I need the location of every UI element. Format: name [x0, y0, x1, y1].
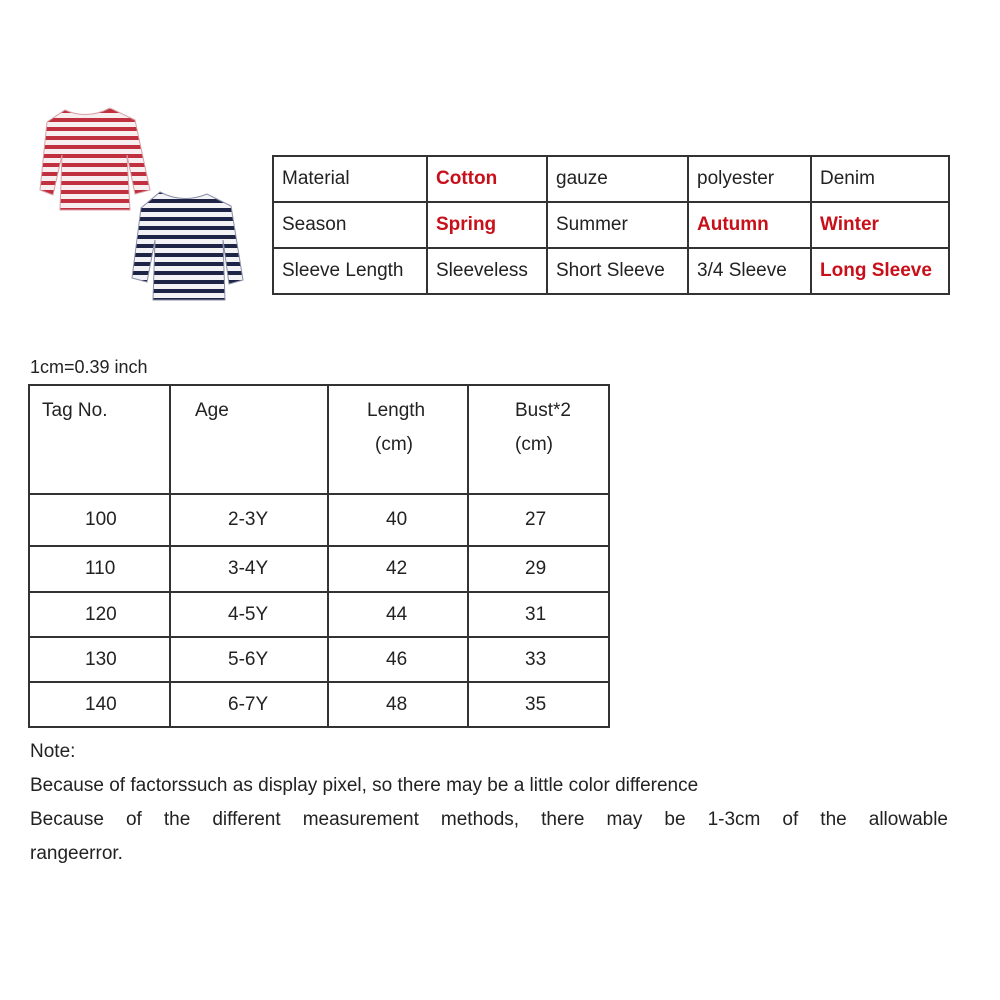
- attribute-label: Season: [273, 202, 427, 248]
- attribute-option: Long Sleeve: [811, 248, 949, 294]
- attribute-option: polyester: [688, 156, 811, 202]
- cell-bust: 31: [468, 592, 609, 637]
- cell-tag-no: 130: [29, 637, 170, 682]
- header-tag-no: Tag No.: [29, 385, 170, 494]
- cell-length: 42: [328, 546, 468, 592]
- red-striped-shirt-icon: [40, 108, 150, 210]
- attribute-option: Sleeveless: [427, 248, 547, 294]
- cell-bust: 35: [468, 682, 609, 727]
- attribute-row: [273, 248, 949, 294]
- cell-tag-no: 120: [29, 592, 170, 637]
- header-length: Length (cm): [328, 385, 468, 494]
- cell-length: 48: [328, 682, 468, 727]
- cell-age: 3-4Y: [170, 546, 328, 592]
- unit-conversion-note: 1cm=0.39 inch: [30, 357, 148, 377]
- note-color-difference: Because of factorssuch as display pixel, so there may be a little color difference: [30, 775, 699, 796]
- cell-length: 44: [328, 592, 468, 637]
- attribute-label: Material: [273, 156, 427, 202]
- navy-striped-shirt-icon: [132, 192, 243, 300]
- note-measurement-error-cont: rangeerror.: [30, 843, 123, 864]
- size-chart-table: [28, 384, 610, 728]
- attribute-row: [273, 156, 949, 202]
- cell-age: 2-3Y: [170, 494, 328, 546]
- notes-section: [30, 735, 948, 871]
- attribute-option: Summer: [547, 202, 688, 248]
- cell-age: 4-5Y: [170, 592, 328, 637]
- cell-bust: 33: [468, 637, 609, 682]
- attribute-option: Autumn: [688, 202, 811, 248]
- header-bust: Bust*2 (cm): [468, 385, 609, 494]
- cell-length: 46: [328, 637, 468, 682]
- cell-length: 40: [328, 494, 468, 546]
- cell-tag-no: 110: [29, 546, 170, 592]
- attribute-option: Denim: [811, 156, 949, 202]
- size-chart-header-row: [29, 385, 609, 494]
- size-row: [29, 546, 609, 592]
- cell-bust: 27: [468, 494, 609, 546]
- cell-age: 6-7Y: [170, 682, 328, 727]
- attribute-option: gauze: [547, 156, 688, 202]
- cell-bust: 29: [468, 546, 609, 592]
- attribute-option: Spring: [427, 202, 547, 248]
- size-row: [29, 682, 609, 727]
- attribute-option: 3/4 Sleeve: [688, 248, 811, 294]
- size-row: [29, 637, 609, 682]
- size-row: [29, 592, 609, 637]
- product-attributes-table: [272, 155, 950, 295]
- cell-tag-no: 140: [29, 682, 170, 727]
- header-age: Age: [170, 385, 328, 494]
- note-measurement-error: Because of the different measurement methods, there may be 1-3cm of the allowable: [30, 809, 948, 830]
- cell-age: 5-6Y: [170, 637, 328, 682]
- attribute-row: [273, 202, 949, 248]
- cell-tag-no: 100: [29, 494, 170, 546]
- note-title: Note:: [30, 741, 76, 762]
- attribute-option: Short Sleeve: [547, 248, 688, 294]
- product-image-shirts: [35, 100, 250, 310]
- attribute-option: Winter: [811, 202, 949, 248]
- attribute-label: Sleeve Length: [273, 248, 427, 294]
- attribute-option: Cotton: [427, 156, 547, 202]
- size-row: [29, 494, 609, 546]
